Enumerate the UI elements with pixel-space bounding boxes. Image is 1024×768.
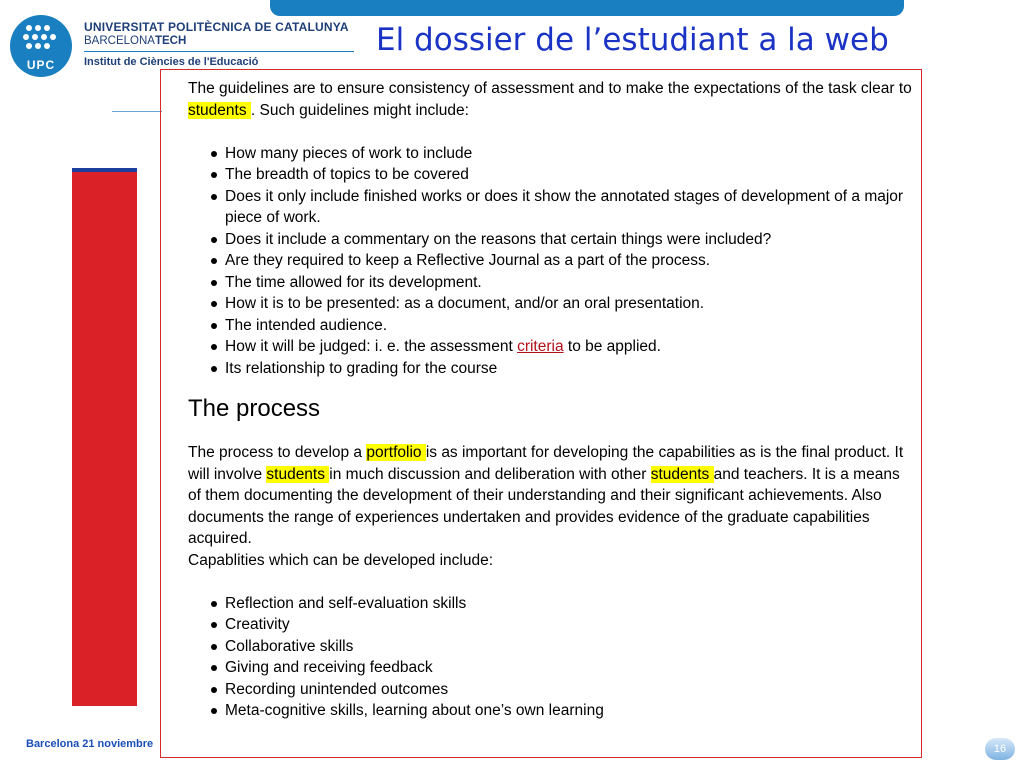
list-item: How many pieces of work to include	[209, 143, 915, 165]
highlight-students: students	[650, 465, 714, 483]
city-suffix: TECH	[154, 35, 187, 47]
list-item: Recording unintended outcomes	[209, 679, 915, 701]
list-item: Reflection and self-evaluation skills	[209, 593, 915, 615]
highlight-students: students	[188, 101, 251, 119]
title-underline	[112, 111, 162, 112]
list-item: Collaborative skills	[209, 636, 915, 658]
institute-name: Institut de Ciències de l'Educació	[84, 56, 259, 68]
process-text: and teachers. It is a means of them documenting the development of their understanding and their significant achievements. Also documents the range of experiences undertaken and provides evidence of the graduate capabilities acquired.	[188, 465, 900, 547]
list-item: The time allowed for its development.	[209, 272, 915, 294]
process-heading: The process	[188, 395, 321, 422]
highlight-portfolio: portfolio	[366, 444, 426, 461]
intro-text-end: . Such guidelines might include:	[250, 101, 469, 119]
slide-title: El dossier de l’estudiant a la web	[376, 22, 889, 58]
upc-logo-dots-icon	[23, 25, 59, 55]
capabilities-list	[188, 593, 915, 722]
content-frame	[160, 69, 922, 758]
list-item: Giving and receiving feedback	[209, 657, 915, 679]
rmit-banner-stripe	[72, 168, 137, 172]
list-item: Creativity	[209, 614, 915, 636]
rmit-logo-icon	[72, 700, 74, 706]
process-paragraph	[188, 442, 915, 550]
rmit-side-banner	[72, 168, 137, 706]
highlight-students: students	[266, 465, 330, 483]
guidelines-list	[188, 143, 915, 380]
process-text: The process to develop a	[188, 444, 367, 461]
intro-paragraph	[188, 78, 915, 121]
intro-text: The guidelines are to ensure consistency of assessment and to make the expectations of the task clear to	[188, 80, 912, 97]
page-number: 16	[985, 738, 1015, 760]
criteria-link[interactable]: criteria	[517, 338, 564, 355]
top-accent-bar	[270, 0, 904, 16]
list-item-judged	[209, 336, 915, 358]
list-item: The intended audience.	[209, 315, 915, 337]
process-text: is as important for developing the capabilities as is the final product. It will involve	[188, 444, 904, 483]
upc-logo-text: UPC	[26, 58, 56, 72]
list-item: Its relationship to grading for the course	[209, 358, 915, 380]
university-name: UNIVERSITAT POLITÈCNICA DE CATALUNYA	[84, 20, 349, 34]
process-text: in much discussion and deliberation with other	[329, 465, 651, 483]
list-item: Meta-cognitive skills, learning about one’s own learning	[209, 700, 915, 722]
header-divider	[84, 51, 354, 52]
city-name: BARCELONA	[84, 35, 155, 47]
rmit-banner-text	[72, 700, 83, 706]
university-city	[84, 35, 186, 47]
judged-text-end: to be applied.	[563, 338, 661, 355]
list-item: Does it include a commentary on the reasons that certain things were included?	[209, 229, 915, 251]
list-item: How it is to be presented: as a document, and/or an oral presentation.	[209, 293, 915, 315]
list-item: Does it only include finished works or does it show the annotated stages of development of a major piece of work.	[209, 186, 915, 229]
list-item: Are they required to keep a Reflective Journal as a part of the process.	[209, 250, 915, 272]
judged-text: How it will be judged: i. e. the assessment	[225, 338, 518, 355]
footer-date: Barcelona 21 noviembre	[26, 738, 154, 750]
capabilities-intro: Capablities which can be developed include:	[188, 551, 494, 569]
upc-logo	[10, 15, 72, 77]
list-item: The breadth of topics to be covered	[209, 164, 915, 186]
